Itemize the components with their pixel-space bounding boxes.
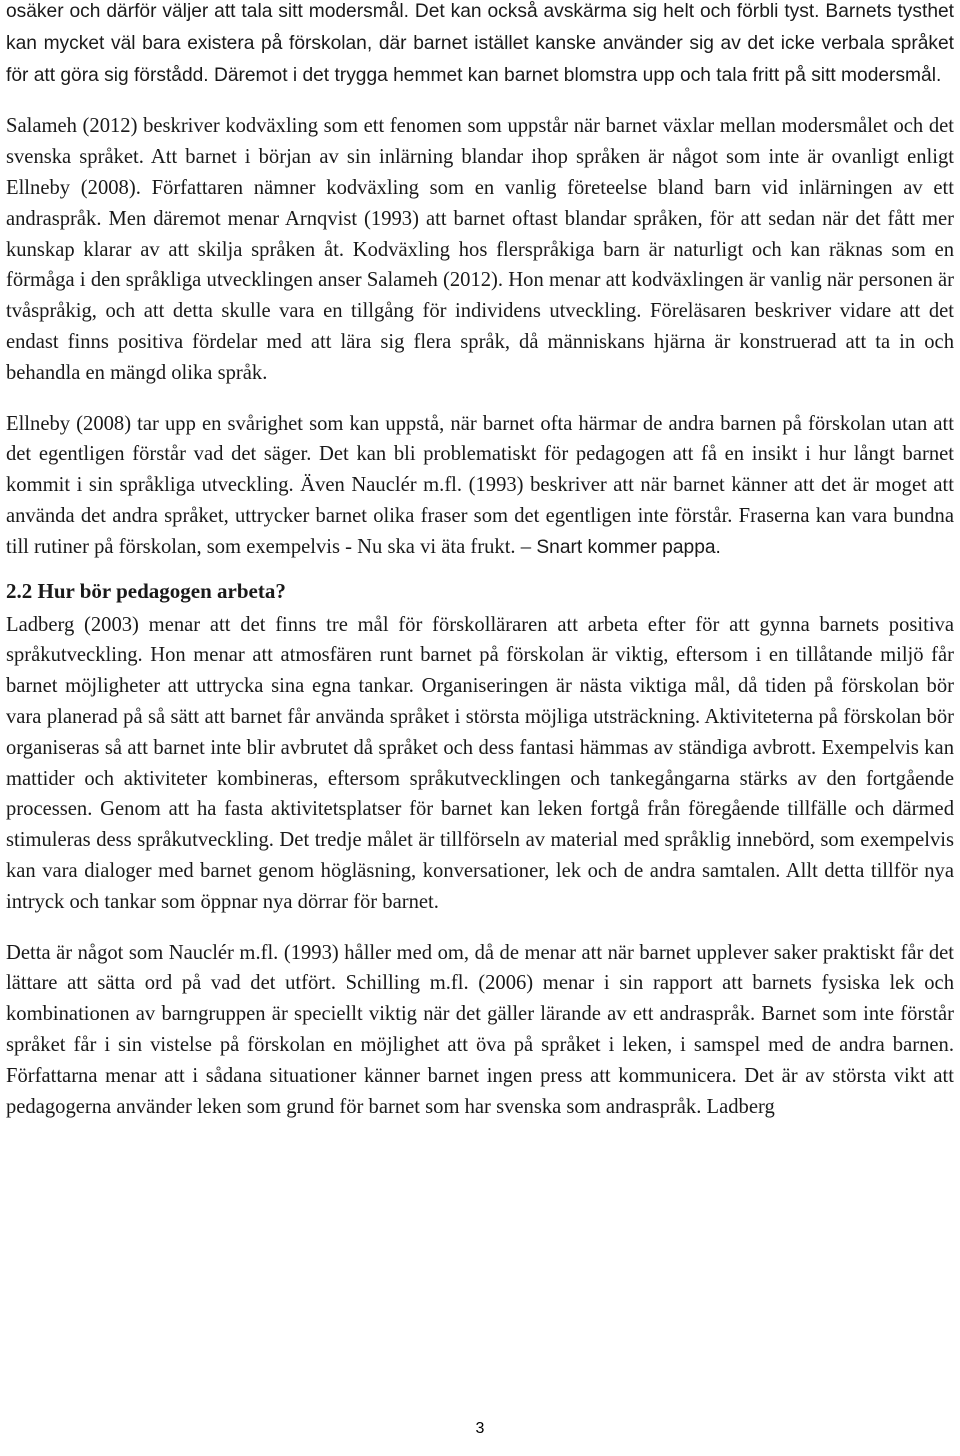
paragraph-text: osäker och därför väljer att tala sitt modersmål. Det kan också avskärma sig helt och förbli tyst. Barnets tysthet kan mycket väl bara existera på förskolan, där barnet istället kanske använder sig av det icke verbala språket för att göra sig förstådd. Däremot i det trygga hemmet kan barnet blomstra upp och tala fritt på sitt modersmål. bbox=[6, 1, 954, 86]
page-number: 3 bbox=[475, 1420, 485, 1437]
paragraph-text: Salameh (2012) beskriver kodväxling som ett fenomen som uppstår när barnet växlar mellan modersmålet och det svenska språket. Att barnet i början av sin inlärning blandar ihop språken är något som inte är ovanligt enligt Ellneby (2008). Författaren nämner kodväxling som en vanlig företeelse bland barn vid inlärningen av ett andraspråk. Men däremot menar Arnqvist (1993) att barnet oftast blandar språken, för att sedan när det fått mer kunskap klarar av att skilja språken åt. Kodväxling hos flerspråkiga barn är naturligt och kan räknas som en förmåga i den språkliga utvecklingen anser Salameh (2012). Hon menar att kodväxlingen är vanlig när personen är tvåspråkig, och att detta skulle vara en tillgång för individens utveckling. Föreläsaren beskriver vidare att det endast finns positiva fördelar med att lära sig flera språk, då människans hjärna är konstruerad att ta in och behandla en mängd olika språk. bbox=[6, 115, 954, 384]
paragraph bbox=[6, 610, 954, 918]
paragraph bbox=[6, 409, 954, 564]
paragraph-text: Detta är något som Nauclér m.fl. (1993) håller med om, då de menar att när barnet upplever saker praktiskt får det lättare att sätta ord på vad det utfört. Schilling m.fl. (2006) menar i sin rapport att barnets fysiska lek och kombinationen av barngruppen är speciellt viktig när det gäller lärande av ett andraspråk. Barnet som inte förstår språket får i sin vistelse på förskolan en möjlighet att öva på språket i leken, i samspel med de andra barnen. Författarna menar att i sådana situationer känner barnet ingen press att kommunicera. Det är av största vikt att pedagogerna använder leken som grund för barnet som har svenska som andraspråk. Ladberg bbox=[6, 941, 954, 1118]
section-heading: 2.2 Hur bör pedagogen arbeta? bbox=[6, 578, 286, 603]
paragraph bbox=[6, 938, 954, 1123]
paragraph-text: Ladberg (2003) menar att det finns tre mål för förskolläraren att arbeta efter för att gynna barnets positiva språkutveckling. Hon menar att atmosfären runt barnet på förskolan är viktig, eftersom i en tillåtande miljö får barnet möjligheter att uttrycka sina egna tankar. Organiseringen är nästa viktiga mål, då tiden på förskolan bör vara planerad på så sätt att barnet får använda språket i största möjliga utsträckning. Aktiviteterna på förskolan bör organiseras så att barnet inte blir avbrutet då språket och dess fantasi hämmas av ständiga avbrott. Exempelvis kan mattider och aktiviteter kombineras, eftersom språkutvecklingen och tankegångarna stärks av den fortgående processen. Genom att ha fasta aktivitetsplatser för barnet kan leken fortgå från föregående tillfälle och därmed stimuleras dess språkutveckling. Det tredje målet är tillförseln av material med språklig innebörd, som exempelvis kan vara dialoger med barnet genom högläsning, konversationer, lek och de andra samtalen. Allt detta tillför nya intryck och tankar som öppnar nya dörrar för barnet. bbox=[6, 613, 954, 913]
paragraph bbox=[6, 0, 954, 91]
paragraph-text-tail: Snart kommer pappa. bbox=[531, 536, 721, 558]
paragraph bbox=[6, 111, 954, 388]
paragraph-text: Ellneby (2008) tar upp en svårighet som kan uppstå, när barnet ofta härmar de andra barnen på förskolan utan att det egentligen förstår vad det säger. Det kan bli problematiskt för pedagogen att få en insikt i hur långt barnet kommit i sin språkliga utveckling. Även Nauclér m.fl. (1993) beskriver att när barnet känner att det är moget att använda det andra språket, uttrycker barnet olika fraser som det egentligen inte förstår. Fraserna kan vara bundna till rutiner på förskolan, som exempelvis - Nu ska vi äta frukt. – bbox=[6, 412, 954, 558]
